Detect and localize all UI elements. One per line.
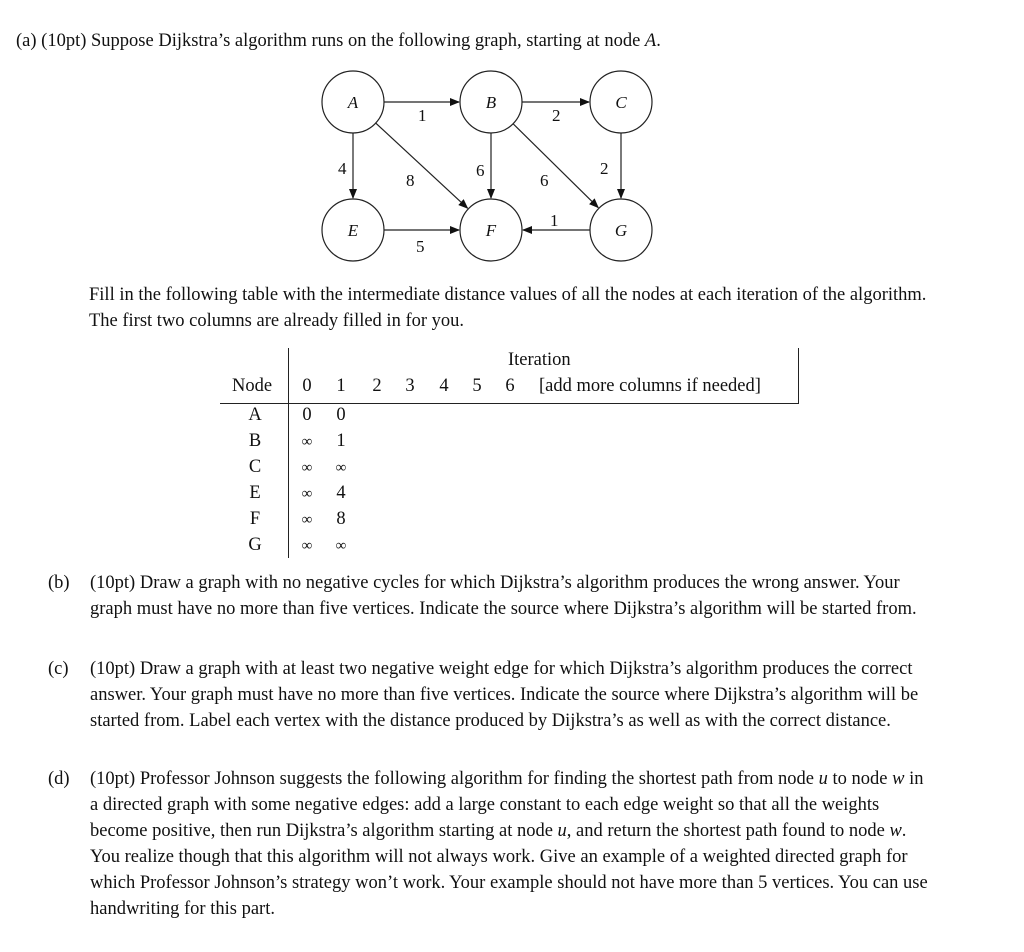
iteration-1: 1 (336, 376, 346, 396)
question-d-text: (10pt) Professor Johnson suggests the following algorithm for finding the shortest path from node u to node w in a directed graph with some negative edges: add a large constant to each edge weight so that all the weights become positive, then run Dijkstra’s algorithm starting at node u, and return the shortest path found to node w. You realize though that this algorithm will not always work. Give an example of a weighted directed graph for which Professor Johnson’s strategy won’t work. Your example should not have more than 5 vertices. You can use handwriting for this part. (90, 769, 928, 919)
edge-weight-a-e: 4 (338, 159, 347, 178)
distance-value: ∞ (335, 538, 347, 554)
node-label-a: A (347, 93, 359, 112)
node-label-c: C (615, 93, 627, 112)
distance-value: ∞ (301, 434, 313, 450)
node-g (590, 199, 652, 261)
distance-value: 0 (336, 405, 346, 425)
question-b-text: (10pt) Draw a graph with no negative cycles for which Dijkstra’s algorithm produces the wrong answer. Your graph must have no more than five vertices. Indicate the source where Dijkstra’s algorithm will be started from. (90, 573, 917, 619)
question-c-label: (c) (48, 659, 69, 679)
iteration-4: 4 (439, 376, 449, 396)
node-label-e: E (347, 221, 359, 240)
node-b (460, 71, 522, 133)
question-c-text: (10pt) Draw a graph with at least two negative weight edge for which Dijkstra’s algorithm produces the correct answer. Your graph must have no more than five vertices. Indicate the source where Dijkstra’s algorithm will be started from. Label each vertex with the distance produced by Dijkstra’s as well as with the correct distance. (90, 659, 919, 731)
edge-a-f (376, 123, 468, 208)
distance-value: 0 (302, 405, 312, 425)
iteration-6: 6 (505, 376, 515, 396)
node-label-b: B (485, 93, 497, 112)
table-row (220, 431, 620, 457)
node-c (590, 71, 652, 133)
dijkstra-graph (318, 68, 668, 268)
question-a (16, 28, 1006, 54)
edge-weight-b-g: 6 (540, 171, 549, 190)
edge-weight-b-c: 2 (552, 106, 561, 125)
iteration-header: Iteration (508, 350, 571, 370)
iteration-0: 0 (302, 376, 312, 396)
distance-value: 1 (336, 431, 346, 451)
node-e (322, 199, 384, 261)
distance-value: ∞ (301, 486, 313, 502)
table-row (220, 483, 620, 509)
row-node-label: A (248, 405, 262, 425)
distance-value: ∞ (335, 460, 347, 476)
edge-weight-g-f: 1 (550, 211, 559, 230)
table-row (220, 405, 620, 431)
node-a (322, 71, 384, 133)
question-a-text: (10pt) Suppose Dijkstra’s algorithm runs on the following graph, starting at node A. (41, 31, 661, 51)
extra-columns-note: [add more columns if needed] (539, 376, 761, 396)
row-node-label: C (248, 457, 262, 477)
iteration-5: 5 (472, 376, 482, 396)
question-d-label: (d) (48, 769, 70, 789)
row-node-label: G (248, 535, 262, 555)
row-node-label: E (249, 483, 261, 503)
distance-value: 8 (336, 509, 346, 529)
row-node-label: B (248, 431, 262, 451)
distance-value: ∞ (301, 538, 313, 554)
distance-value: 4 (336, 483, 346, 503)
edge-b-g (513, 124, 598, 208)
edge-weight-b-f: 6 (476, 161, 485, 180)
iteration-3: 3 (405, 376, 415, 396)
table-row (220, 509, 620, 535)
node-header: Node (232, 376, 273, 396)
node-f (460, 199, 522, 261)
question-a-label: (a) (16, 31, 37, 51)
edge-weight-e-f: 5 (416, 237, 425, 256)
table-row (220, 457, 620, 483)
node-label-g: G (614, 221, 628, 240)
distance-table (220, 348, 820, 563)
table-right-border (798, 348, 799, 404)
distance-value: ∞ (301, 512, 313, 528)
table-header-divider (220, 403, 799, 404)
edge-weight-a-b: 1 (418, 106, 427, 125)
node-label-f: F (485, 221, 497, 240)
iteration-2: 2 (372, 376, 382, 396)
table-row (220, 535, 620, 561)
edge-weight-c-g: 2 (600, 159, 609, 178)
distance-value: ∞ (301, 460, 313, 476)
edge-weight-a-f: 8 (406, 171, 415, 190)
row-node-label: F (249, 509, 261, 529)
question-b-label: (b) (48, 573, 70, 593)
fill-instruction: Fill in the following table with the intermediate distance values of all the nodes at each iteration of the algorithm. The first two columns are already filled in for you. (89, 285, 927, 331)
